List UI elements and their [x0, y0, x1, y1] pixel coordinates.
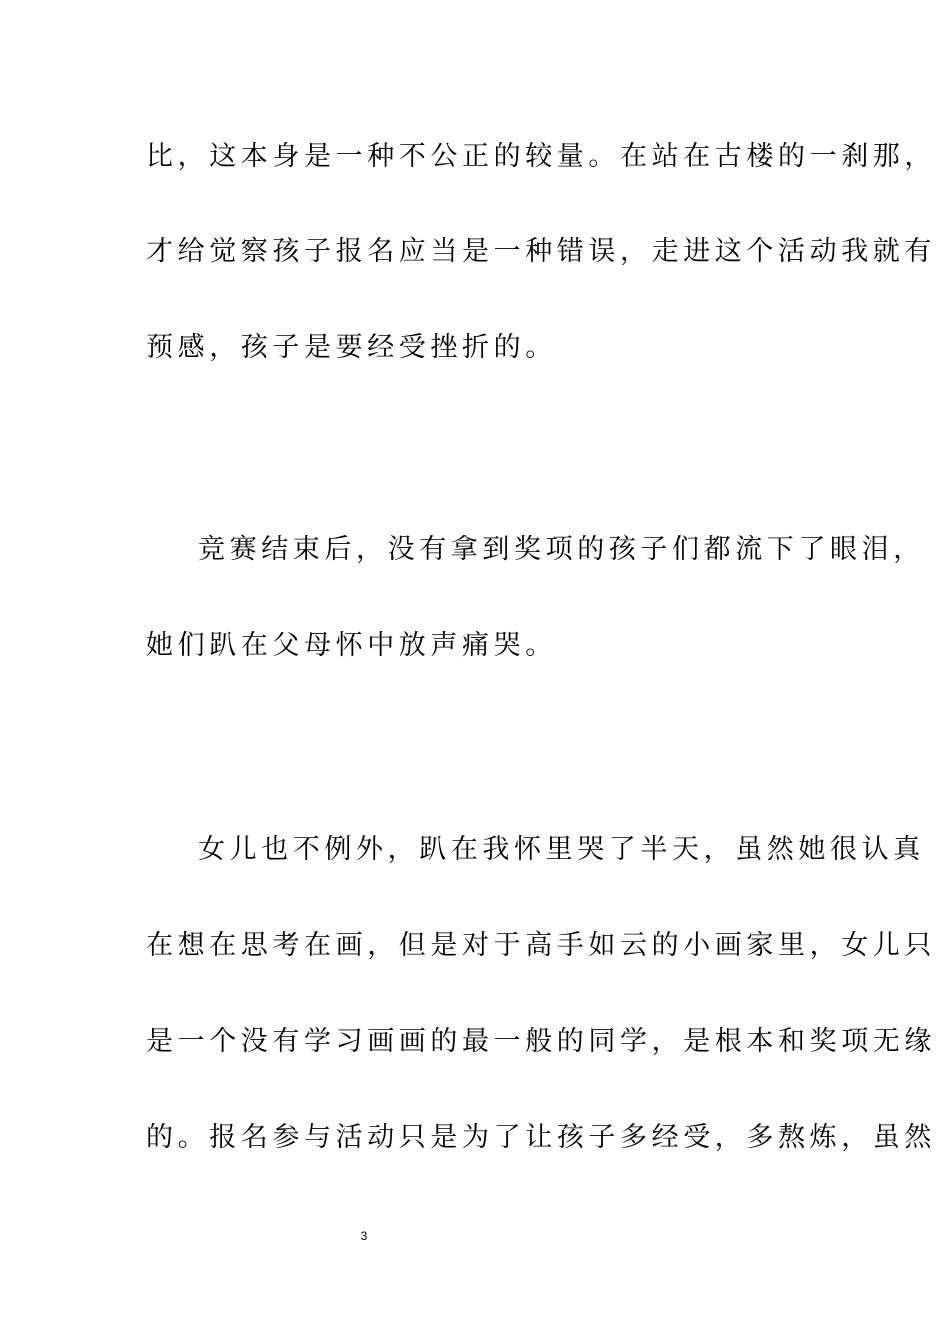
- paragraph-3-line-2: 在想在思考在画，但是对于高手如云的小画家里，女儿只: [146, 930, 936, 961]
- paragraph-1-line-1: 比，这本身是一种不公正的较量。在站在古楼的一刹那，: [146, 141, 936, 172]
- paragraph-1-line-2: 才给觉察孩子报名应当是一种错误，走进这个活动我就有: [146, 236, 936, 267]
- paragraph-3-line-4: 的。报名参与活动只是为了让孩子多经受，多熬炼，虽然: [146, 1122, 936, 1153]
- paragraph-1-line-3: 预感，孩子是要经受挫折的。: [146, 332, 557, 363]
- paragraph-3-line-3: 是一个没有学习画画的最一般的同学，是根本和奖项无缘: [146, 1026, 936, 1057]
- paragraph-2-line-2: 她们趴在父母怀中放声痛哭。: [146, 630, 557, 661]
- paragraph-2-line-1: 竞赛结束后，没有拿到奖项的孩子们都流下了眼泪，: [198, 534, 925, 565]
- page-number: 3: [360, 1229, 368, 1243]
- paragraph-3-line-1: 女儿也不例外，趴在我怀里哭了半天，虽然她很认真: [198, 834, 925, 865]
